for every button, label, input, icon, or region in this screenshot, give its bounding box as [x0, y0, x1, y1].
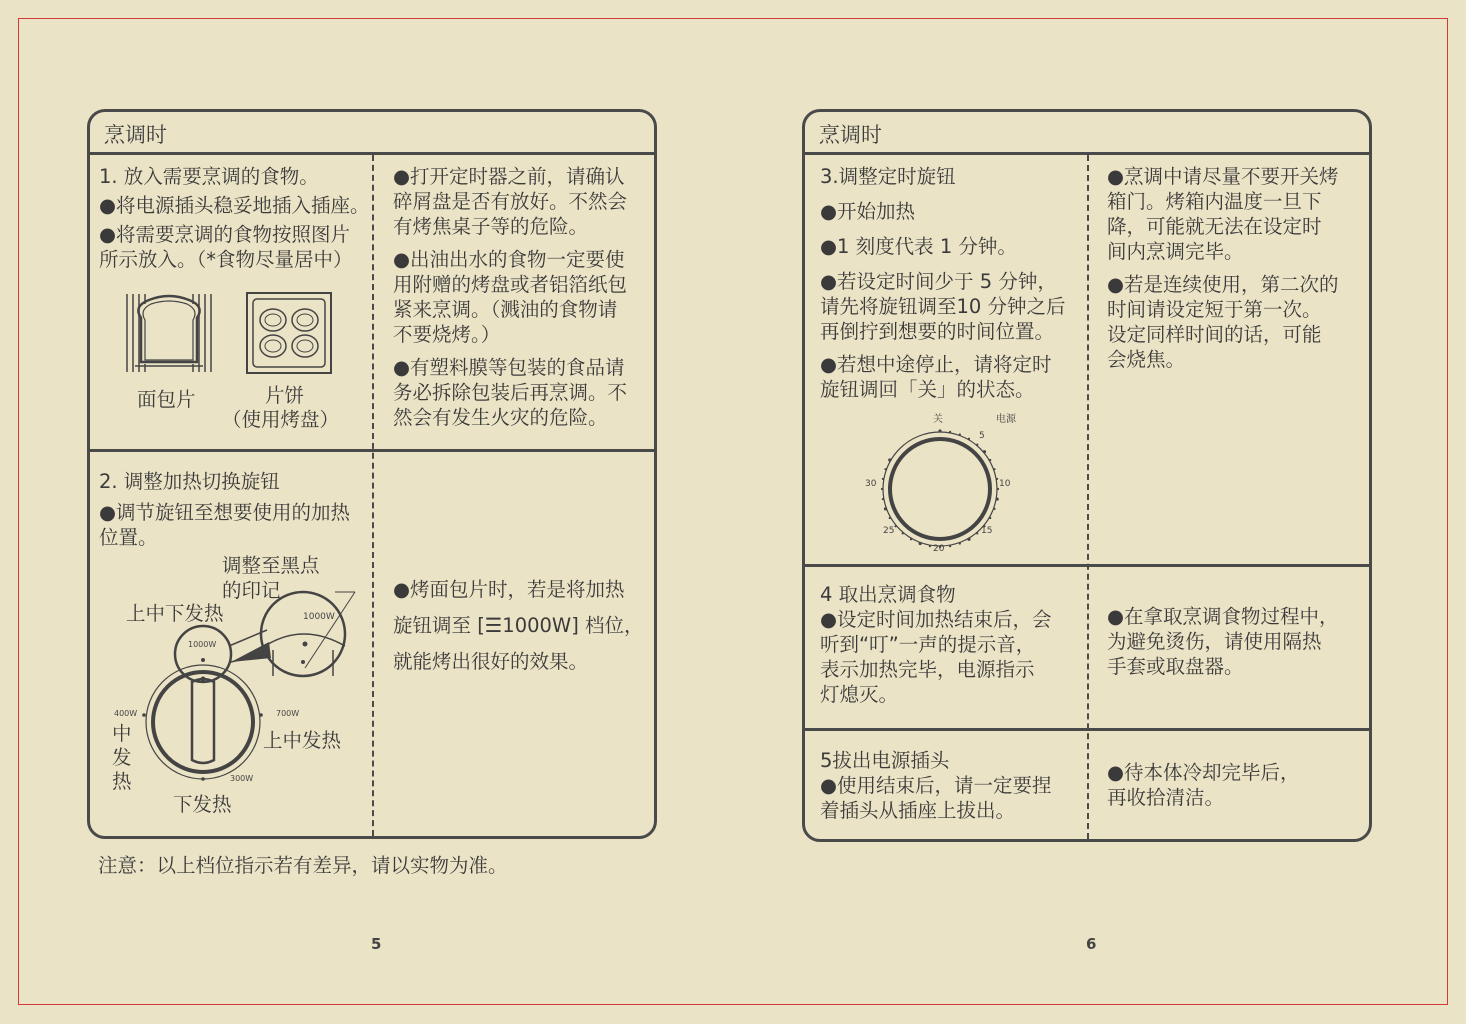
- dial-tick-dot: [881, 488, 883, 490]
- bread-label: 面包片: [137, 388, 196, 411]
- dial-tick-dot: [919, 542, 922, 545]
- step5-line: 5拔出电源插头: [820, 749, 950, 772]
- dial-tick-dot: [949, 545, 951, 547]
- tip-line: 再收拾清洁。: [1107, 786, 1225, 809]
- tip-line: 时间请设定短于第一次。: [1107, 298, 1322, 321]
- dial-tick-20: 20: [933, 544, 945, 554]
- step3-line: 3.调整定时旋钮: [820, 165, 956, 188]
- tip-line: ●烤面包片时，若是将加热: [393, 578, 625, 601]
- dial-tick-dot: [882, 478, 884, 480]
- left-header-title: 烹调时: [104, 123, 167, 147]
- page-number-left: 5: [371, 935, 382, 953]
- dial-tick-dot: [938, 429, 941, 432]
- mark-1000w-zoom: 1000W: [303, 612, 335, 622]
- dial-tick-dot: [976, 532, 978, 534]
- dial-tick-5: 5: [979, 431, 985, 441]
- tip-line: ●出油出水的食物一定要使: [393, 248, 625, 271]
- tip-line: 紧来烹调。（溅油的食物请: [393, 298, 618, 321]
- dial-tick-dot: [910, 538, 912, 540]
- dial-tick-dot: [989, 517, 991, 519]
- tips5-text: [1107, 760, 1300, 810]
- dial-off-label: 关: [933, 414, 943, 425]
- left-panel: [87, 109, 657, 839]
- callout-label: 的印记: [222, 579, 281, 602]
- step4-line: 表示加热完毕，电源指示: [820, 658, 1035, 681]
- page-number-right: 6: [1086, 935, 1097, 953]
- tip-line: 碎屑盘是否有放好。不然会: [393, 190, 628, 213]
- dial-tick-dot: [882, 498, 884, 500]
- tip-line: 为避免烫伤，请使用隔热: [1107, 630, 1322, 653]
- step3-line: 旋钮调回「关」的状态。: [820, 378, 1035, 401]
- mark-300w: 300W: [230, 774, 254, 783]
- dial-tick-dot: [949, 431, 951, 433]
- tip-line: 间内烹调完毕。: [1107, 240, 1244, 263]
- step3-line: ●1 刻度代表 1 分钟。: [820, 235, 1017, 258]
- pancake-label-note: （使用烤盘）: [222, 408, 340, 431]
- step1-line: ●将需要烹调的食物按照图片: [99, 223, 351, 246]
- step5-text: [820, 748, 1052, 823]
- tip-line: ●有塑料膜等包装的食品请: [393, 356, 625, 379]
- right-panel: [802, 109, 1372, 842]
- step4-line: ●设定时间加热结束后，会: [820, 608, 1052, 631]
- dial-tick-dot: [976, 443, 978, 445]
- tip-line: ●待本体冷却完毕后，: [1107, 761, 1300, 784]
- label-top-heat: 上中下发热: [126, 602, 224, 625]
- dial-tick-dot: [894, 525, 896, 527]
- tips4-text: [1107, 604, 1339, 679]
- step1-line: 1. 放入需要烹调的食物。: [99, 165, 319, 188]
- tip-line: ●打开定时器之前，请确认: [393, 165, 625, 188]
- dial-tick-dot: [983, 450, 986, 453]
- mark-400w: 400W: [114, 709, 138, 718]
- dial-tick-dot: [993, 508, 995, 510]
- label-bottom-heat: 下发热: [173, 793, 232, 816]
- tip-line: 设定同样时间的话，可能: [1107, 323, 1322, 346]
- tip-line: 务必拆除包装后再烹调。不: [393, 381, 628, 404]
- dial-tick-dot: [889, 517, 891, 519]
- dial-tick-dot: [968, 438, 970, 440]
- dial-tick-30: 30: [865, 479, 877, 489]
- dial-tick-25: 25: [883, 526, 895, 536]
- dial-tick-15: 15: [981, 526, 993, 536]
- tip-line: 手套或取盘器。: [1107, 655, 1244, 678]
- mark-1000w-small: 1000W: [188, 640, 217, 649]
- left-note: 注意：以上档位指示若有差异，请以实物为准。: [98, 854, 508, 877]
- step3-line: ●开始加热: [820, 200, 916, 223]
- dial-tick-dot: [996, 497, 999, 500]
- tip-line: 就能烤出很好的效果。: [393, 650, 589, 673]
- tip-line: 降，可能就无法在设定时: [1107, 215, 1322, 238]
- step2-line: 2. 调整加热切换旋钮: [99, 470, 280, 493]
- label-upper-mid-heat: 上中发热: [263, 729, 342, 752]
- tip-line: 旋钮调至 [☰1000W] 档位，: [393, 614, 644, 637]
- step4-line: 灯熄灭。: [820, 683, 899, 706]
- step2-line: 位置。: [99, 526, 158, 549]
- tip-line: ●烹调中请尽量不要开关烤: [1107, 165, 1339, 188]
- tip-line: 然会有发生火灾的危险。: [393, 406, 608, 429]
- right-panel-header: [805, 112, 1369, 155]
- dial-tick-dot: [989, 459, 991, 461]
- step1-line: 所示放入。（*食物尽量居中）: [99, 248, 353, 271]
- dial-tick-dot: [884, 507, 887, 510]
- tip-line: ●若是连续使用，第二次的: [1107, 273, 1339, 296]
- tip-line: 有烤焦桌子等的危险。: [393, 215, 589, 238]
- tip-line: 会烧焦。: [1107, 348, 1186, 371]
- callout-label: 调整至黑点: [222, 554, 320, 577]
- step4-line: 4 取出烹调食物: [820, 583, 956, 606]
- left-column-divider: [372, 155, 374, 836]
- dial-tick-dot: [967, 538, 970, 541]
- left-panel-header: [90, 112, 654, 155]
- tips3-text: [1107, 164, 1339, 372]
- tips1-text: [393, 164, 627, 430]
- step3-line: 再倒拧到想要的时间位置。: [820, 320, 1055, 343]
- step2-text: [99, 469, 350, 550]
- mark-700w: 700W: [276, 709, 300, 718]
- right-column-divider: [1087, 155, 1089, 839]
- dial-power-label: 电源: [996, 414, 1016, 425]
- dial-tick-dot: [929, 545, 931, 547]
- bread-illustration: [125, 292, 213, 374]
- tip-line: ●在拿取烹调食物过程中，: [1107, 605, 1339, 628]
- step5-line: ●使用结束后，请一定要捏: [820, 774, 1052, 797]
- dial-tick-dot: [888, 458, 891, 461]
- pancake-label: 片饼: [265, 384, 305, 407]
- right-header-title: 烹调时: [819, 123, 882, 147]
- tips2-text: [393, 572, 644, 680]
- pancake-illustration: [246, 292, 332, 374]
- step1-text: [99, 164, 370, 272]
- step4-text: [820, 582, 1052, 707]
- step3-line: ●若想中途停止，请将定时: [820, 353, 1052, 376]
- step1-line: ●将电源插头稳妥地插入插座。: [99, 194, 370, 217]
- tip-line: 箱门。烤箱内温度一旦下: [1107, 190, 1322, 213]
- dial-tick-dot: [993, 468, 995, 470]
- label-mid-heat: 中: [112, 722, 132, 745]
- step3-line: 请先将旋钮调至10 分钟之后: [820, 295, 1066, 318]
- step3-text: [820, 164, 1066, 402]
- dial-tick-dot: [884, 468, 886, 470]
- label-mid-heat: 发: [112, 746, 132, 769]
- dial-tick-dot: [959, 542, 961, 544]
- label-mid-heat: 热: [112, 770, 132, 793]
- tip-line: 用附赠的烤盘或者铝箔纸包: [393, 273, 628, 296]
- dial-tick-dot: [996, 478, 998, 480]
- step2-line: ●调节旋钮至想要使用的加热: [99, 501, 351, 524]
- step5-line: 着插头从插座上拔出。: [820, 799, 1016, 822]
- dial-tick-dot: [959, 433, 961, 435]
- dial-tick-10: 10: [999, 479, 1011, 489]
- dial-tick-dot: [902, 532, 904, 534]
- step3-line: ●若设定时间少于 5 分钟，: [820, 270, 1057, 293]
- step4-line: 听到“叮”一声的提示音，: [820, 633, 1036, 656]
- tip-line: 不要烧烤。）: [393, 323, 501, 346]
